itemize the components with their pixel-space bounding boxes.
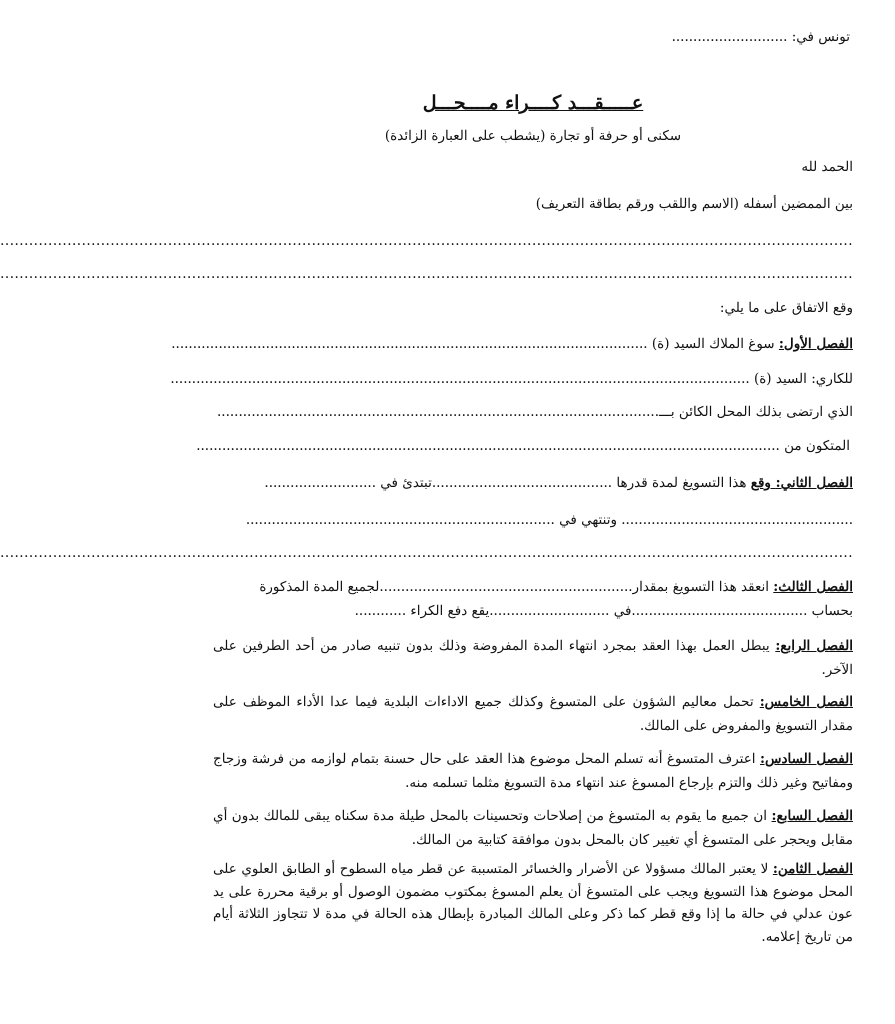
- chapter-heading: الفصل الخامس:: [759, 694, 853, 710]
- chapter-6: [213, 747, 853, 795]
- chapter-1-line-2: للكاري: السيد (ة) .......................................................................................................................................: [170, 371, 853, 387]
- agreement-line: وقع الاتفاق على ما يلي:: [719, 300, 853, 316]
- chapter-heading: الفصل الثاني:: [775, 475, 853, 491]
- chapter-heading: الفصل السادس:: [760, 751, 853, 767]
- chapter-text: ان جميع ما يقوم به المتسوغ من إصلاحات وتحسينات بالمحل طيلة مدة سكناه يبقى للمالك بدون أي مقابل ويحجر على المتسوغ أي تغيير كان بالمحل بدون موافقة كتابية من المالك.: [213, 808, 853, 848]
- chapter-text: تحمل معاليم الشؤون على المتسوغ وكذلك جميع الاداءات البلدية فيما عدا الأداء الموظف على مقدار التسويغ والمفروض على المالك.: [213, 694, 853, 734]
- chapter-1-line-4: المتكون من ........................................................................................................................................: [196, 438, 850, 454]
- chapter-heading: الفصل الأول:: [778, 336, 853, 352]
- between-line: بين الممضين أسفله (الاسم واللقب ورقم بطاقة التعريف): [535, 196, 853, 212]
- chapter-2-line-3: ..................................................................................................................................................................................: [0, 545, 853, 561]
- chapter-heading: الفصل السابع:: [771, 808, 853, 824]
- chapter-text: هذا التسويغ لمدة قدرها ..........................................تبتدئ في ..........................: [264, 475, 751, 491]
- chapter-3-line-2: بحساب .........................................في ............................يقع دفع الكراء ............: [354, 603, 853, 619]
- chapter-3: [213, 578, 853, 596]
- chapter-text: اعترف المتسوغ أنه تسلم المحل موضوع هذا العقد على حال حسنة بتمام لوازمه من فرشة وزجاج ومفاتيح وغير ذلك والتزم بإرجاع المسوغ عند انتهاء مدة التسويغ مثلما تسلمه منه.: [213, 751, 853, 791]
- chapter-heading: الفصل الثالث:: [773, 579, 853, 595]
- chapter-8: [213, 858, 853, 948]
- chapter-text: لا يعتبر المالك مسؤولا عن الأضرار والخسائر المتسببة عن قطر مياه السطوح أو الطابق العلوي على المحل موضوع هذا التسويغ ويجب على المتسوغ أن يعلم المسوغ بمكتوب مضمون الوصول أو برقية محررة على يد عون عدلي في حالة ما إذا وقع قطر كما ذكر وعلى المالك المبادرة بإبطال هذه الحالة في مدة لا تتجاوز الثلاثة أيام من تاريخ إعلامه.: [213, 861, 853, 945]
- chapter-heading: الفصل الرابع:: [775, 638, 853, 654]
- place-date-line: تونس في: ...........................: [671, 29, 850, 45]
- chapter-2: [213, 474, 853, 492]
- chapter-text: انعقد هذا التسويغ بمقدار...........................................................لجميع المدة المذكورة: [259, 579, 774, 595]
- chapter-7: [213, 804, 853, 852]
- contract-title: عـــــقـــد كــــراء مــــحـــل: [422, 92, 644, 114]
- chapter-text: يبطل العمل بهذا العقد بمجرد انتهاء المدة المفروضة وذلك بدون تنبيه صادر من أحد الطرفين على الآخر.: [213, 638, 853, 678]
- chapter-4: [213, 634, 853, 682]
- chapter-heading: الفصل الثامن:: [772, 861, 853, 877]
- contract-subtitle: سكنى أو حرفة أو تجارة (يشطب على العبارة الزائدة): [384, 128, 682, 144]
- chapter-5: [213, 690, 853, 738]
- praise-line: الحمد لله: [801, 159, 853, 175]
- chapter-1-line-3: الذي ارتضى بذلك المحل الكائن بـــ.......................................................................................................: [217, 404, 853, 420]
- chapter-heading-word: وقع: [750, 475, 776, 491]
- chapter-1: [171, 335, 853, 353]
- blank-line: ..................................................................................................................................................................................: [0, 233, 853, 249]
- chapter-text: سوغ الملاك السيد (ة) ...............................................................................................................: [171, 336, 779, 352]
- chapter-2-line-2: ...................................................... وتنتهي في ........................................................................: [245, 512, 853, 528]
- blank-line: ..................................................................................................................................................................................: [0, 266, 853, 282]
